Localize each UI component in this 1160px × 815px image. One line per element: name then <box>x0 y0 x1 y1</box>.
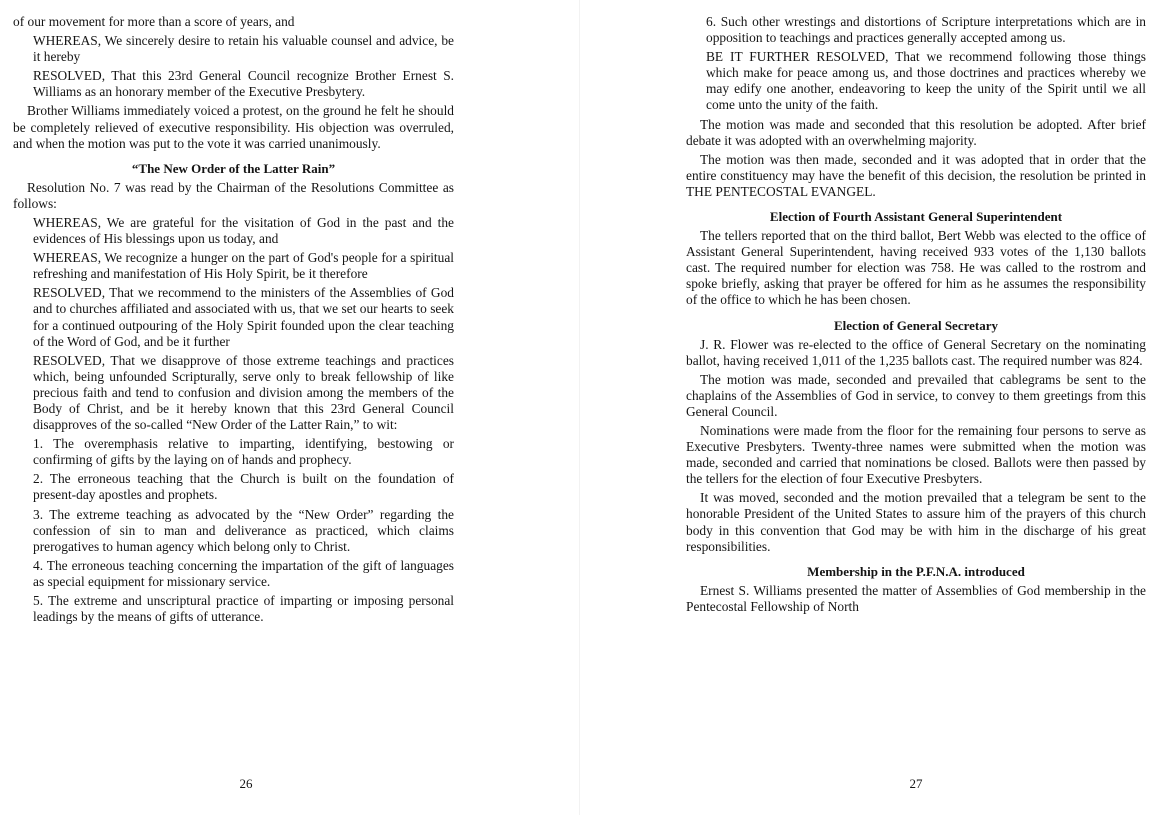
numbered-item: 6. Such other wrestings and distortions of Scripture interpretations which are in opposition to teachings and practices generally accepted among us. <box>706 14 1146 46</box>
numbered-item: 2. The erroneous teaching that the Church is built on the foundation of present-day apostles and prophets. <box>33 471 454 503</box>
section-heading-latter-rain: “The New Order of the Latter Rain” <box>131 160 336 176</box>
paragraph: The motion was made, seconded and prevailed that cablegrams be sent to the chaplains of the Assemblies of God in service, to convey to them greetings from this General Council. <box>686 371 1146 419</box>
resolution-intro: Resolution No. 7 was read by the Chairman of the Resolutions Committee as follows: <box>13 179 454 211</box>
numbered-item: 4. The erroneous teaching concerning the impartation of the gift of languages as special equipment for missionary service. <box>33 557 454 589</box>
section-heading-general-secretary: Election of General Secretary <box>833 317 998 333</box>
paragraph: The motion was made and seconded that this resolution be adopted. After brief debate it was adopted with an overwhelming majority. <box>686 116 1146 148</box>
section-heading-assistant-superintendent: Election of Fourth Assistant General Superintendent <box>769 209 1063 225</box>
resolution-clause: RESOLVED, That we recommend to the ministers of the Assemblies of God and to churches affiliated and associated with us, that we set our hearts to seek for a continued outpouring of the Holy Spirit founded upon the clear teaching of the Word of God, and be it further <box>33 285 454 349</box>
section-heading-membership: Membership in the P.F.N.A. introduced <box>807 563 1025 579</box>
paragraph: Nominations were made from the floor for the remaining four persons to serve as Executive Presbyters. Twenty-three names were submitted when the motion was made, seconded and carried that nominations be closed. Ballots were then passed by the tellers for the election of four Executive Presbyters. <box>686 422 1146 487</box>
resolution-clause: WHEREAS, We are grateful for the visitation of God in the past and the evidences of His blessings upon us today, and <box>33 214 454 247</box>
paragraph: The tellers reported that on the third ballot, Bert Webb was elected to the office of Assistant General Superintendent, having received 933 votes of the 1,130 ballots cast. The required number for election was 758. He was called to the rostrom and spoke briefly, asking that prayer be offered for him as he assumes the responsibility of the office to which he has been chosen. <box>686 228 1146 308</box>
paragraph: WHEREAS, We sincerely desire to retain his valuable counsel and advice, be it hereby <box>33 33 454 65</box>
resolution-clause: RESOLVED, That we disapprove of those extreme teachings and practices which, being unfounded Scripturally, serve only to break fellowship of like precious faith and tend to confusion and division among the members of the Body of Christ, and be it hereby known that this 23rd General Council disapproves of the so-called “New Order of the Latter Rain,” to wit: <box>33 352 454 433</box>
paragraph: of our movement for more than a score of years, and <box>13 14 295 29</box>
paragraph: Ernest S. Williams presented the matter of Assemblies of God membership in the Pentecostal Fellowship of North <box>686 582 1146 614</box>
paragraph: Brother Williams immediately voiced a protest, on the ground he felt he should be completely relieved of executive responsibility. His objection was overruled, and when the motion was put to the vote it was carried unanimously. <box>13 103 454 151</box>
numbered-item: 3. The extreme teaching as advocated by the “New Order” regarding the confession of sin to man and deliverance as practiced, which claims prerogatives to human agency which belong only to Christ. <box>33 506 454 554</box>
numbered-item: 1. The overemphasis relative to imparting, identifying, bestowing or confirming of gifts by the laying on of hands and prophecy. <box>33 436 454 468</box>
page-number: 26 <box>239 776 253 791</box>
right-page <box>580 0 1160 815</box>
paragraph: The motion was then made, seconded and it was adopted that in order that the entire constituency may have the benefit of this decision, the resolution be printed in THE PENTECOSTAL EVANGEL. <box>686 151 1146 199</box>
paragraph: RESOLVED, That this 23rd General Council recognize Brother Ernest S. Williams as an honorary member of the Executive Presbytery. <box>33 68 454 100</box>
page-number: 27 <box>909 776 923 791</box>
numbered-item: 5. The extreme and unscriptural practice of imparting or imposing personal leadings by the means of gifts of utterance. <box>33 593 454 625</box>
paragraph: It was moved, seconded and the motion prevailed that a telegram be sent to the honorable President of the United States to assure him of the prayers of this church body in this convention that God may be with him in the discharge of his great responsibilities. <box>686 490 1146 554</box>
resolution-clause: WHEREAS, We recognize a hunger on the part of God's people for a spiritual refreshing and manifestation of His Holy Spirit, be it therefore <box>33 250 454 282</box>
paragraph: J. R. Flower was re-elected to the office of General Secretary on the nominating ballot, having received 1,011 of the 1,235 ballots cast. The required number was 824. <box>686 336 1146 368</box>
resolution-clause: BE IT FURTHER RESOLVED, That we recommend following those things which make for peace among us, and those doctrines and practices whereby we may edify one another, endeavoring to keep the unity of the Spirit until we all come unto the unity of the faith. <box>706 49 1146 113</box>
